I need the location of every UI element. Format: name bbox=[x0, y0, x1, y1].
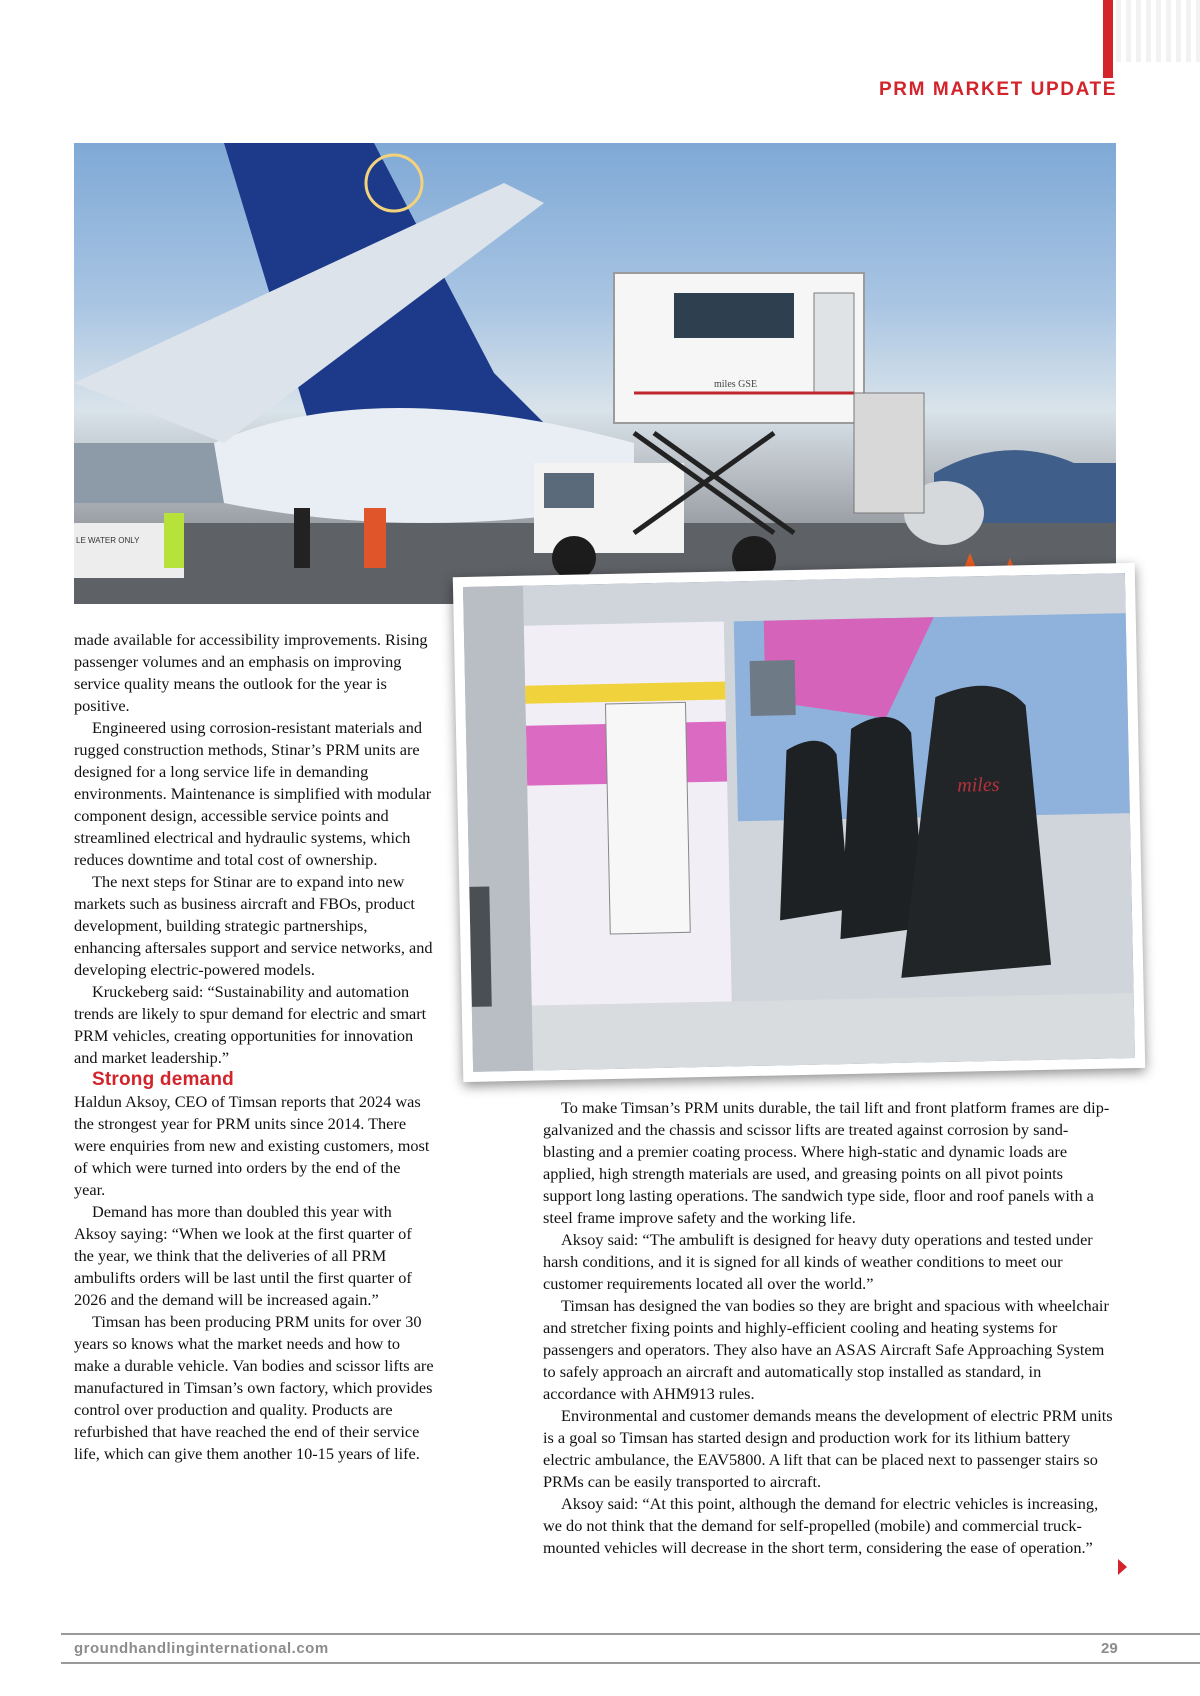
subheading-strong-demand: Strong demand bbox=[92, 1069, 234, 1090]
ground-crew-person bbox=[294, 508, 310, 568]
ambulift-interior-photo bbox=[463, 573, 1135, 1072]
ground-crew-person bbox=[164, 513, 184, 568]
ambulift-interior-illustration bbox=[463, 573, 1135, 1072]
continue-arrow-icon bbox=[1118, 1559, 1127, 1575]
body-paragraph: The next steps for Stinar are to expand into new markets such as business aircraft and FBOs, product development, building strategic partnerships, enhancing aftersales support and service networks, and developing electric-powered models. bbox=[74, 872, 433, 979]
truck-windshield bbox=[544, 473, 594, 508]
ambulift-aircraft-photo bbox=[74, 143, 1116, 604]
body-paragraph: To make Timsan’s PRM units durable, the tail lift and front platform frames are dip-galvanized and the chassis and scissor lifts are treated against corrosion by sand-blasting and a premier coating process. Where high-static and dynamic loads are applied, high strength materials are used, and greasing points on all pivot points support long lasting operations. The sandwich type side, floor and roof panels with a steel frame improve safety and the working life. bbox=[543, 1098, 1110, 1227]
header-stripe-pattern bbox=[1116, 0, 1200, 62]
body-paragraph: Aksoy said: “The ambulift is designed for heavy duty operations and tested under harsh conditions, and it is signed for all kinds of weather conditions to meet our customer requirements located all over the world.” bbox=[543, 1230, 1093, 1293]
body-paragraph: Environmental and customer demands means the development of electric PRM units is a goal so Timsan has started design and production work for its lithium battery electric ambulance, the EAV5800. A lift that can be placed next to passenger stairs so PRMs can be easily transported to aircraft. bbox=[543, 1406, 1113, 1491]
ambulift-brand-label: miles GSE bbox=[714, 379, 758, 390]
body-paragraph: Haldun Aksoy, CEO of Timsan reports that 2024 was the strongest year for PRM units since 2014. There were enquiries from new and existing customers, most of which were turned into orders by the end of the year. bbox=[74, 1092, 430, 1199]
water-truck-label: LE WATER ONLY bbox=[76, 536, 140, 545]
ambulift-door bbox=[814, 293, 854, 393]
body-paragraph: Engineered using corrosion-resistant materials and rugged construction methods, Stinar’s PRM units are designed for a long service life in demanding environments. Maintenance is simplified with modular component design, accessible service points and streamlined electrical and hydraulic systems, which reduces downtime and total cost of ownership. bbox=[74, 718, 432, 869]
ground-crew-person bbox=[364, 508, 386, 568]
body-paragraph: Demand has more than doubled this year with Aksoy saying: “When we look at the first quarter of the year, we think that the deliveries of all PRM ambulifts orders will be last until the first quarter of 2026 and the demand will be increased again.” bbox=[74, 1202, 412, 1309]
rear-platform bbox=[854, 393, 924, 513]
body-paragraph: Kruckeberg said: “Sustainability and automation trends are likely to spur demand for electric and smart PRM vehicles, creating opportunities for innovation and market leadership.” bbox=[74, 982, 427, 1067]
ambulift-aircraft-illustration bbox=[74, 143, 1116, 604]
footer-rule-top bbox=[61, 1633, 1200, 1635]
ambulift-window bbox=[674, 293, 794, 338]
body-paragraph: Aksoy said: “At this point, although the demand for electric vehicles is increasing, we do not think that the demand for self-propelled (mobile) and commercial truck-mounted vehicles will decrease in the short term, considering the ease of operation.” bbox=[543, 1494, 1099, 1557]
page-number: 29 bbox=[1101, 1640, 1118, 1657]
ambulift-interior-photo-frame bbox=[453, 563, 1145, 1082]
body-paragraph: Timsan has designed the van bodies so they are bright and spacious with wheelchair and stretcher fixing points and highly-efficient cooling and heating systems for passengers and operators. They also have an ASAS Aircraft Safe Approaching System to safely approach an aircraft and automatically stop installed as standard, in accordance with AHM913 rules. bbox=[543, 1296, 1109, 1403]
grab-handle bbox=[469, 887, 492, 1007]
control-panel bbox=[750, 660, 796, 716]
footer-rule-bottom bbox=[61, 1662, 1200, 1664]
seat-brand-label: miles bbox=[957, 773, 1000, 797]
interior-floor bbox=[472, 993, 1135, 1072]
header-accent-bar bbox=[1103, 0, 1113, 78]
left-text-column bbox=[74, 629, 434, 1465]
body-paragraph: made available for accessibility improvements. Rising passenger volumes and an emphasis on improving service quality means the outlook for the year is positive. bbox=[74, 630, 428, 715]
right-text-column bbox=[543, 1097, 1115, 1559]
section-label: PRM MARKET UPDATE bbox=[879, 79, 1117, 100]
aircraft-door-opening bbox=[605, 702, 690, 934]
body-paragraph: Timsan has been producing PRM units for over 30 years so knows what the market needs and how to make a durable vehicle. Van bodies and scissor lifts are manufactured in Timsan’s own factory, which provides control over production and quality. Products are refurbished that have reached the end of their service life, which can give them another 10-15 years of life. bbox=[74, 1312, 434, 1463]
footer-website: groundhandlinginternational.com bbox=[74, 1640, 329, 1657]
